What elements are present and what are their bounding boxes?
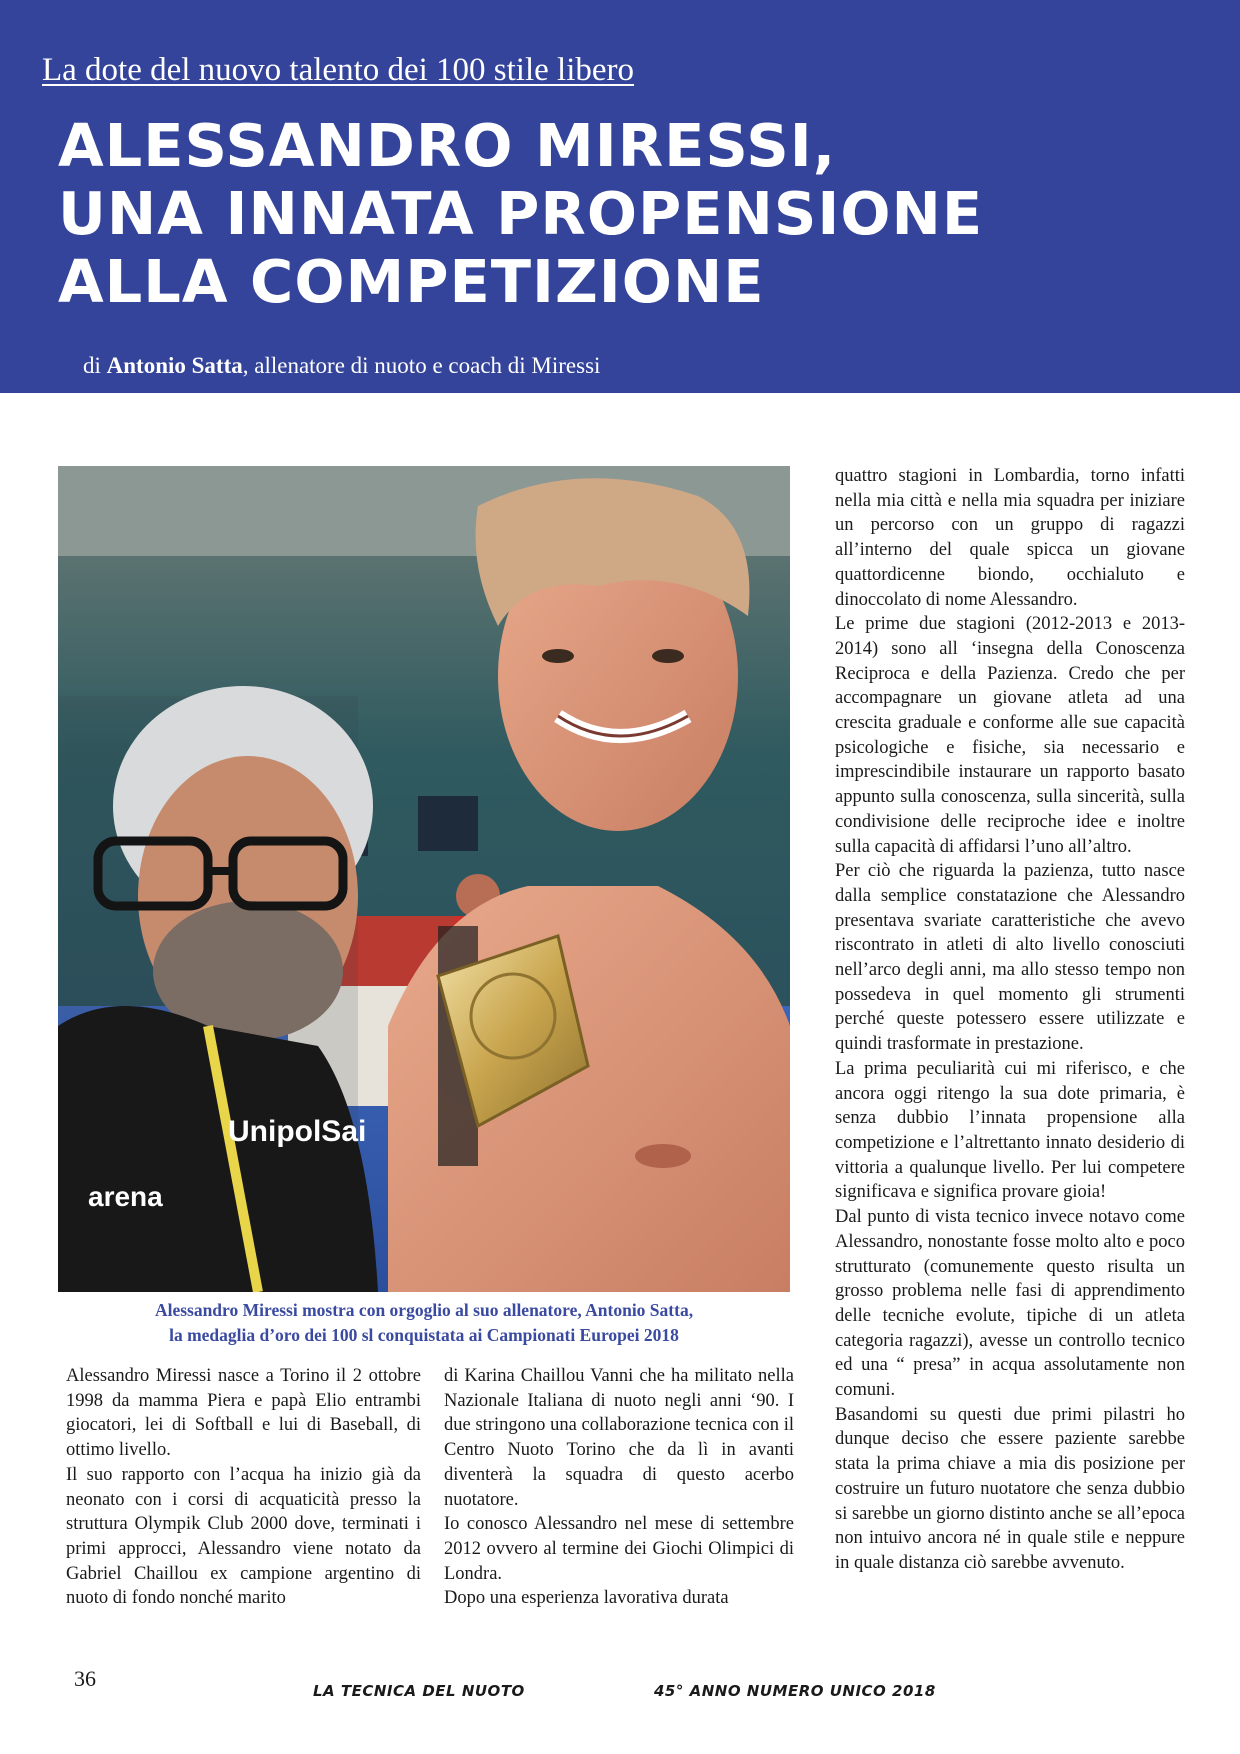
- page-number: 36: [74, 1666, 96, 1691]
- paragraph: Le prime due stagioni (2012-2013 e 2013-2014) sono all ‘insegna della Conoscenza Reciproca e della Pazienza. Credo che per accompagnare un giovane atleta ad una crescita graduale e conforme alle sue capacità psicologiche e fisiche, sia necessario e imprescindibile instaurare un rapporto basato appunto sulla conoscenza, sulla sincerità, sulla condivisione delle reciproche idee e inoltre sulla capacità di affidarsi l’uno all’altro.: [835, 614, 1185, 857]
- header-banner: [0, 0, 1240, 393]
- byline: [83, 353, 600, 379]
- paragraph: Basandomi su questi due primi pilastri ho dunque deciso che essere paziente sarebbe stata la prima chiave a mia dis posizione per costruire un futuro nuotatore che senza dubbio si sarebbe un giorno distinto anche se all’epoca non intuivo ancora né in quale stile e neppure in quale distanza ciò sarebbe avvenuto.: [835, 1404, 1185, 1573]
- article-column-2: [444, 1364, 794, 1611]
- paragraph: Dal punto di vista tecnico invece notavo come Alessandro, nonostante fosse molto alto e poco strutturato (comunemente questo risulta un grosso problema nelle fasi di apprendimento delle tecniche evolute, tipiche di un atleta categoria ragazzi), avesse un controllo tecnico ed una “ presa” in acqua assolutamente non comuni.: [835, 1207, 1185, 1401]
- photo-caption: [58, 1298, 790, 1348]
- magazine-name: LA TECNICA DEL NUOTO: [313, 1682, 525, 1700]
- headline-line-3: ALLA COMPETIZIONE: [58, 247, 765, 316]
- article-headline: [58, 112, 983, 316]
- article-column-1: [66, 1364, 421, 1611]
- paragraph: di Karina Chaillou Vanni che ha militato nella Nazionale Italiana di nuoto negli anni ‘90. I due stringono una collaborazione tecnica con il Centro Nuoto Torino che da lì in avanti diventerà la squadra di questo acerbo nuotatore.: [444, 1366, 794, 1510]
- byline-role: , allenatore di nuoto e coach di Miressi: [242, 353, 601, 378]
- article-photo: [58, 466, 790, 1292]
- paragraph: Il suo rapporto con l’acqua ha inizio già da neonato con i corsi di acquaticità presso la struttura Olympik Club 2000 dove, terminati i primi approcci, Alessandro viene notato da Gabriel Chaillou ex campione argentino di nuoto di fondo nonché marito: [66, 1464, 421, 1609]
- headline-line-2: UNA INNATA PROPENSIONE: [58, 179, 984, 248]
- article-kicker: La dote del nuovo talento dei 100 stile libero: [42, 52, 635, 88]
- svg-text:UnipolSai: UnipolSai: [228, 1115, 367, 1148]
- issue-info: 45° ANNO NUMERO UNICO 2018: [654, 1682, 936, 1700]
- paragraph: Dopo una esperienza lavorativa durata: [444, 1588, 729, 1609]
- paragraph: Alessandro Miressi nasce a Torino il 2 ottobre 1998 da mamma Piera e papà Elio entrambi giocatori, lei di Softball e lui di Baseball, di ottimo livello.: [66, 1366, 421, 1461]
- caption-line-1: Alessandro Miressi mostra con orgoglio al suo allenatore, Antonio Satta,: [154, 1300, 694, 1320]
- caption-line-2: la medaglia d’oro dei 100 sl conquistata ai Campionati Europei 2018: [169, 1325, 679, 1345]
- byline-author: Antonio Satta: [106, 353, 243, 378]
- svg-text:arena: arena: [88, 1181, 163, 1212]
- paragraph: Per ciò che riguarda la pazienza, tutto nasce dalla semplice constatazione che Alessandro presentava svariate caratteristiche che avevo riscontrato in atleti di alto livello conosciuti nell’arco degli anni, ma allo stesso tempo non possedeva in quel momento gli strumenti perché queste potessero essere utilizzate e quindi trasformate in prestazione.: [835, 861, 1185, 1055]
- paragraph: quattro stagioni in Lombardia, torno infatti nella mia città e nella mia squadra per iniziare un percorso con un gruppo di ragazzi all’interno del quale spicca un giovane quattordicenne biondo, occhialuto e dinoccolato di nome Alessandro.: [835, 466, 1185, 610]
- paragraph: Io conosco Alessandro nel mese di settembre 2012 ovvero al termine dei Giochi Olimpici di Londra.: [444, 1514, 794, 1584]
- headline-line-1: ALESSANDRO MIRESSI,: [58, 111, 837, 180]
- paragraph: La prima peculiarità cui mi riferisco, e che ancora oggi ritengo la sua dote primaria, è senza dubbio l’innata propensione alla competizione e l’altrettanto innato desiderio di vittoria a qualunque livello. Per lui competere significava e significa provare gioia!: [835, 1058, 1185, 1203]
- article-column-3: [835, 464, 1185, 1576]
- byline-prefix: di: [83, 353, 107, 378]
